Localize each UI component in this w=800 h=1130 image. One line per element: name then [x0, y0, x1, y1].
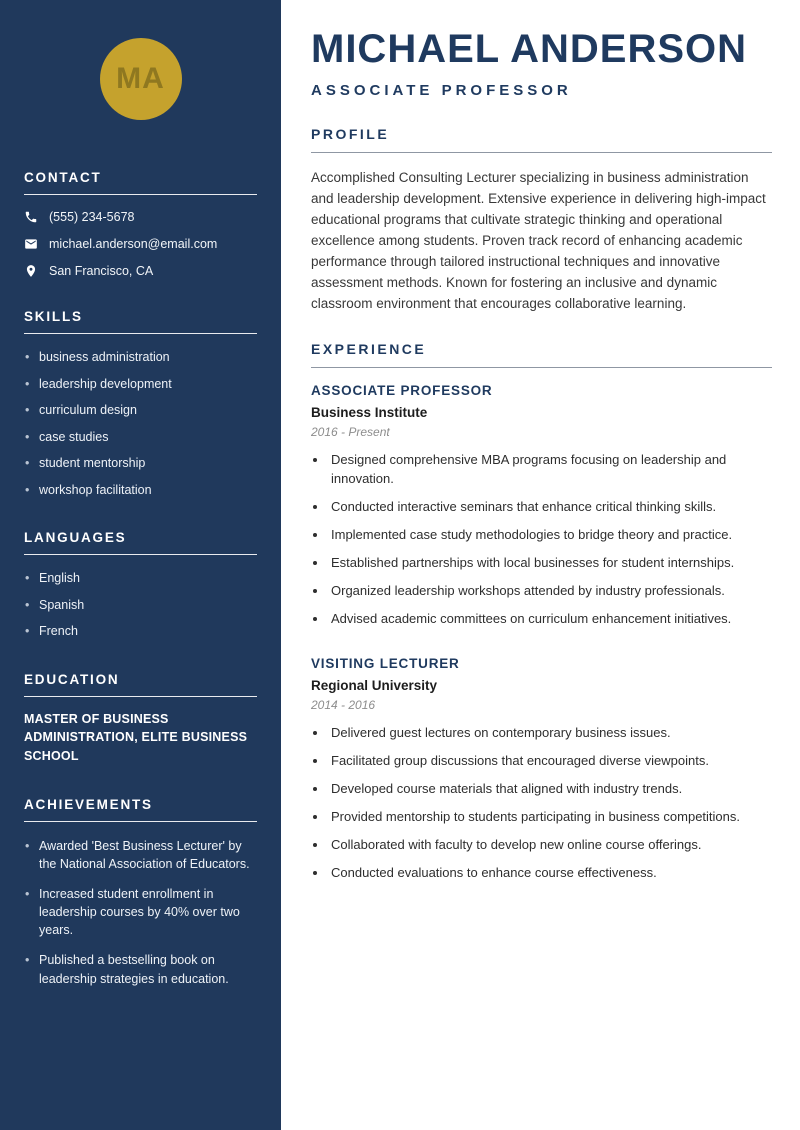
job-bullet: • Collaborated with faculty to develop new online course offerings. — [328, 836, 772, 855]
contact-section — [24, 170, 257, 278]
job-block-visiting-lecturer — [311, 656, 772, 882]
location-text: San Francisco, CA — [49, 264, 154, 278]
job-bullet: • Designed comprehensive MBA programs focusing on leadership and innovation. — [328, 451, 772, 489]
skills-section — [24, 309, 257, 499]
skill-item: • workshop facilitation — [24, 482, 257, 500]
job-bullet: • Implemented case study methodologies to bridge theory and practice. — [328, 526, 772, 545]
phone-number: (555) 234-5678 — [49, 210, 135, 224]
profile-section — [311, 126, 772, 314]
profile-text: Accomplished Consulting Lecturer specializing in business administration and leadership development. Extensive experience in delivering high-impact educational programs that cultivate strategic thinking and operational excellence among students. Proven track record of enhancing academic performance through tailored instructional techniques and innovative assessment methods. Known for fostering an inclusive and dynamic classroom environment that encourages collaborative learning. — [311, 170, 766, 311]
language-item: • English — [24, 570, 257, 588]
job-bullet: • Facilitated group discussions that encouraged diverse viewpoints. — [328, 752, 772, 771]
skill-item: • leadership development — [24, 376, 257, 394]
achievements-list — [24, 837, 257, 988]
achievement-item: • Increased student enrollment in leadership courses by 40% over two years. — [24, 885, 257, 939]
sidebar — [0, 0, 281, 1130]
job-role: ASSOCIATE PROFESSOR — [311, 383, 493, 399]
job-bullet: • Delivered guest lectures on contemporary business issues. — [328, 724, 772, 743]
skill-item: • business administration — [24, 349, 257, 367]
profile-heading: PROFILE — [311, 126, 390, 142]
education-section — [24, 672, 257, 766]
avatar-initials: MA — [116, 62, 165, 95]
contact-heading: CONTACT — [24, 170, 257, 195]
person-name: MICHAEL ANDERSON — [311, 27, 748, 71]
location-icon — [24, 264, 38, 278]
education-heading: EDUCATION — [24, 672, 257, 697]
language-item: • Spanish — [24, 597, 257, 615]
skill-item: • curriculum design — [24, 402, 257, 420]
language-item: • French — [24, 623, 257, 641]
contact-item-email — [24, 237, 257, 251]
experience-heading: EXPERIENCE — [311, 341, 427, 358]
skill-item: • student mentorship — [24, 455, 257, 473]
job-bullet: • Conducted interactive seminars that enhance critical thinking skills. — [328, 498, 772, 517]
job-bullet: • Conducted evaluations to enhance course effectiveness. — [328, 864, 772, 883]
section-divider — [311, 367, 772, 368]
job-bullet: • Established partnerships with local businesses for student internships. — [328, 554, 772, 573]
job-block-associate-professor — [311, 383, 772, 628]
email-icon — [24, 237, 38, 251]
languages-heading: LANGUAGES — [24, 530, 257, 555]
contact-item-location — [24, 264, 257, 278]
job-bullet: • Organized leadership workshops attended by industry professionals. — [328, 582, 772, 601]
resume-main — [281, 0, 800, 1130]
section-divider — [311, 152, 772, 153]
job-bullet: • Developed course materials that aligned with industry trends. — [328, 780, 772, 799]
job-dates: 2014 - 2016 — [311, 698, 376, 713]
email-address: michael.anderson@email.com — [49, 237, 218, 251]
contact-item-phone — [24, 210, 257, 224]
skill-item: • case studies — [24, 429, 257, 447]
skills-heading: SKILLS — [24, 309, 257, 334]
achievement-item: • Published a bestselling book on leadership strategies in education. — [24, 951, 257, 987]
experience-section — [311, 341, 772, 882]
phone-icon — [24, 210, 38, 224]
job-bullet-list — [328, 451, 772, 628]
avatar — [100, 38, 182, 120]
job-role: VISITING LECTURER — [311, 656, 460, 672]
person-job-title: ASSOCIATE PROFESSOR — [311, 82, 572, 99]
achievement-item: • Awarded 'Best Business Lecturer' by the National Association of Educators. — [24, 837, 257, 873]
job-dates: 2016 - Present — [311, 425, 390, 440]
job-company: Regional University — [311, 678, 438, 694]
job-bullet: • Provided mentorship to students participating in business competitions. — [328, 808, 772, 827]
skills-list — [24, 349, 257, 499]
job-bullet-list — [328, 724, 772, 882]
achievements-heading: ACHIEVEMENTS — [24, 797, 257, 822]
degree-text: MASTER OF BUSINESS ADMINISTRATION, ELITE BUSINESS SCHOOL — [24, 711, 248, 763]
job-bullet: • Advised academic committees on curriculum enhancement initiatives. — [328, 610, 772, 629]
languages-list — [24, 570, 257, 641]
job-company: Business Institute — [311, 405, 428, 421]
achievements-section — [24, 797, 257, 988]
languages-section — [24, 530, 257, 641]
